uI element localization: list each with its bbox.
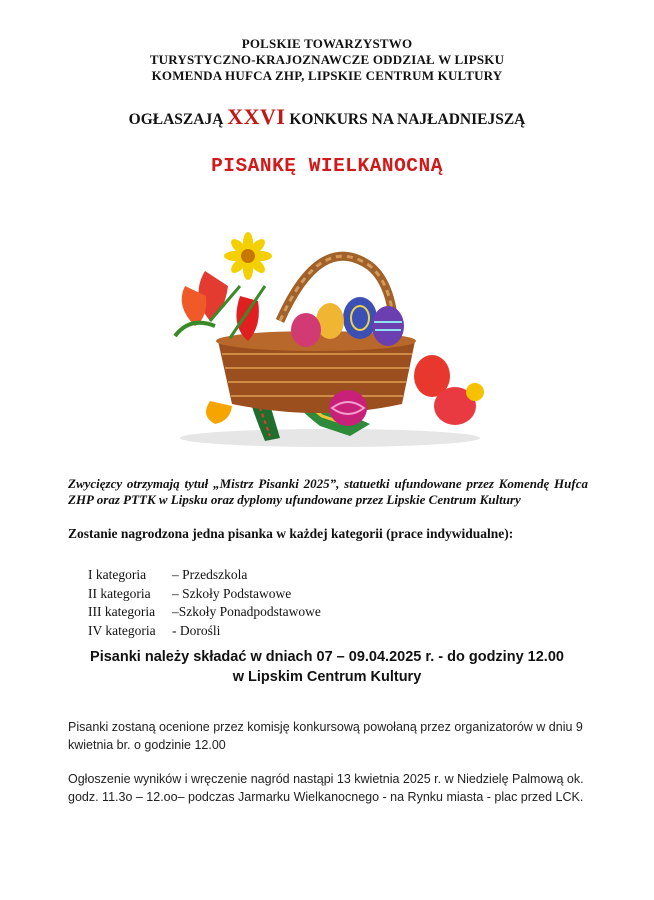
announce-suffix: KONKURS NA NAJŁADNIEJSZĄ xyxy=(289,111,526,128)
organizers-block xyxy=(0,36,654,84)
results-paragraph: Ogłoszenie wyników i wręczenie nagród nastąpi 13 kwietnia 2025 r. w Niedzielę Palmową ok. godz. 11.3o – 12.oo– podczas Jarmarku Wielkanocnego - na Rynku miasta - plac przed LCK. xyxy=(68,772,584,804)
evaluation-paragraph: Pisanki zostaną ocenione przez komisję konkursową powołaną przez organizatorów w dniu 9 kwietnia br. o godzinie 12.00 xyxy=(68,720,583,752)
category-label: IV kategoria xyxy=(88,622,156,638)
easter-basket-illustration xyxy=(170,226,490,451)
deadline-line-1: Pisanki należy składać w dniach 07 – 09.04.2025 r. - do godziny 12.00 xyxy=(90,649,564,665)
deadline-line-2: w Lipskim Centrum Kultury xyxy=(232,669,422,685)
category-value: – Szkoły Podstawowe xyxy=(172,585,292,601)
announcement-line xyxy=(0,104,654,130)
organizer-line-2: TURYSTYCZNO-KRAJOZNAWCZE ODDZIAŁ W LIPSKU xyxy=(149,52,505,67)
organizer-line-3: KOMENDA HUFCA ZHP, LIPSKIE CENTRUM KULTURY xyxy=(151,68,503,83)
category-label: I kategoria xyxy=(88,567,147,582)
category-value: –Szkoły Ponadpodstawowe xyxy=(172,604,321,619)
organizer-line-1: POLSKIE TOWARZYSTWO xyxy=(241,36,413,51)
edition-number: XXVI xyxy=(227,104,286,129)
deadline-block xyxy=(0,647,654,687)
announce-prefix: OGŁASZAJĄ xyxy=(128,111,224,128)
category-label: III kategoria xyxy=(88,604,156,619)
contest-title: PISANKĘ WIELKANOCNĄ xyxy=(211,155,443,177)
category-value: – Przedszkola xyxy=(172,567,248,582)
category-value: - Dorośli xyxy=(172,622,221,638)
prize-description: Zwycięzcy otrzymają tytuł „Mistrz Pisanki 2025”, statuetki ufundowane przez Komendę Hufca ZHP oraz PTTK w Lipsku oraz dyplomy ufundowane przez Lipskie Centrum Kultury xyxy=(68,476,588,507)
award-description: Zostanie nagrodzona jedna pisanka w każdej kategorii (prace indywidualne): xyxy=(68,526,514,541)
category-label: II kategoria xyxy=(88,585,151,601)
